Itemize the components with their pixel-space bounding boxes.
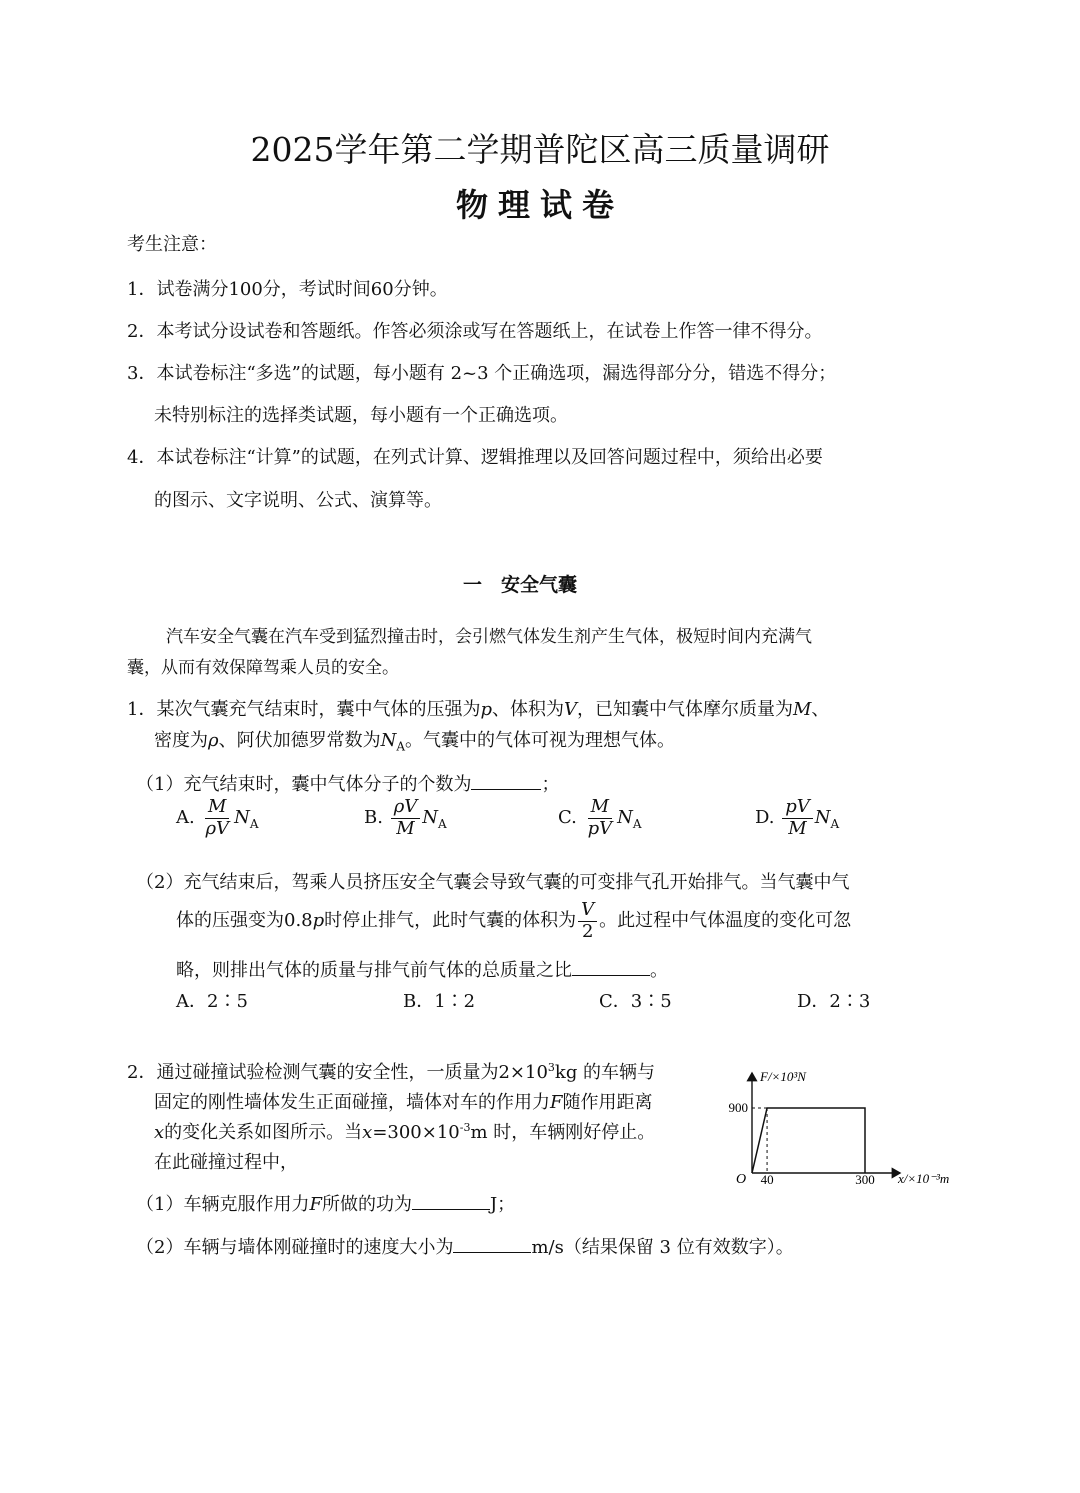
notice-item-3-cont: 未特别标注的选择类试题，每小题有一个正确选项。 [154, 405, 568, 426]
tick-label-x40: 40 [760, 1172, 774, 1187]
fraction: $\frac{M}{pV}$ [587, 796, 613, 839]
answer-blank[interactable] [453, 1234, 531, 1253]
answer-blank[interactable] [572, 957, 650, 976]
q1-part2-line2: 体的压强变为0.8p时停止排气，此时气囊的体积为 $\frac{V}{2}$ 。此过程中气体温度的变化可忽 [176, 899, 852, 942]
option-a[interactable]: A. $\frac{M}{\rho V}$ $N_A$ [176, 796, 259, 839]
x-axis-label: x/×10⁻³m [898, 1171, 950, 1186]
q1-line2: 密度为ρ、阿伏加德罗常数为$N_A$。气囊中的气体可视为理想气体。 [154, 730, 676, 754]
answer-blank[interactable] [471, 771, 541, 790]
q1-line1: 1．某次气囊充气结束时，囊中气体的压强为p、体积为V，已知囊中气体摩尔质量为M、 [127, 699, 830, 720]
q2-number: 2． [127, 1062, 157, 1083]
origin-label: O [736, 1172, 747, 1187]
q2-line4: 在此碰撞过程中， [154, 1152, 298, 1173]
force-series-line [752, 1108, 865, 1173]
option-c[interactable]: C. $\frac{M}{pV}$ $N_A$ [558, 796, 642, 839]
option-b[interactable]: B. $\frac{\rho V}{M}$ $N_A$ [364, 796, 447, 839]
answer-blank[interactable] [412, 1191, 490, 1210]
fraction: $\frac{\rho V}{M}$ [391, 797, 421, 839]
notice-item-4: 4．本试卷标注“计算”的试题，在列式计算、逻辑推理以及回答问题过程中，须给出必要 [127, 447, 823, 468]
page-title: 2025学年第二学期普陀区高三质量调研 [250, 130, 830, 169]
fraction: $\frac{pV}{M}$ [782, 797, 813, 839]
y-axis-label: F/×10³N [760, 1069, 806, 1084]
q1-number: 1． [127, 699, 157, 720]
q1-part2-line3: 略，则排出气体的质量与排气前气体的总质量之比 。 [176, 956, 668, 982]
q2-line3: x的变化关系如图所示。当$x=300\times 10^{-3}m$ 时，车辆刚好停止。 [154, 1121, 656, 1143]
page-subtitle: 物理试卷 [455, 186, 624, 224]
section-title: 一 安全气囊 [462, 574, 577, 596]
q1-part2-option-c[interactable]: C．3∶5 [599, 991, 672, 1012]
q2-line2: 固定的刚性墙体发生正面碰撞，墙体对车的作用力F随作用距离 [154, 1092, 653, 1113]
q1-part2-option-a[interactable]: A．2∶5 [176, 991, 248, 1012]
tick-label-x300: 300 [855, 1172, 875, 1187]
notice-item-1: 1．试卷满分100分，考试时间60分钟。 [127, 279, 448, 300]
notice-item-3: 3．本试卷标注“多选”的试题，每小题有 2~3 个正确选项，漏选得部分分，错选不得分； [127, 363, 837, 384]
q1-part2-option-b[interactable]: B．1∶2 [403, 991, 476, 1012]
q2-part2: （2）车辆与墙体刚碰撞时的速度大小为 m/s（结果保留 3 位有效数字）。 [136, 1233, 794, 1259]
fraction: $\frac{V}{2}$ [578, 900, 597, 942]
notice-item-2: 2．本考试分设试卷和答题纸。作答必须涂或写在答题纸上，在试卷上作答一律不得分。 [127, 321, 823, 342]
q2-part1: （1）车辆克服作用力F所做的功为 J； [136, 1190, 515, 1216]
section-intro-line2: 囊，从而有效保障驾乘人员的安全。 [127, 658, 399, 678]
notice-item-4-cont: 的图示、文字说明、公式、演算等。 [154, 490, 442, 511]
notice-heading: 考生注意： [127, 234, 217, 255]
q1-part2-option-d[interactable]: D．2∶3 [797, 991, 871, 1012]
q2-line1: 2．通过碰撞试验检测气囊的安全性，一质量为$2\times 10^3kg$ 的车辆与 [127, 1061, 656, 1083]
force-distance-chart [710, 1065, 980, 1195]
option-d[interactable]: D. $\frac{pV}{M}$ $N_A$ [755, 796, 840, 839]
tick-label-y900: 900 [728, 1100, 748, 1115]
fraction: $\frac{M}{\rho V}$ [205, 796, 230, 839]
section-intro-line1: 汽车安全气囊在汽车受到猛烈撞击时，会引燃气体发生剂产生气体，极短时间内充满气 [166, 627, 812, 647]
q1-part2-line1: （2）充气结束后，驾乘人员挤压安全气囊会导致气囊的可变排气孔开始排气。当气囊中气 [136, 872, 850, 893]
q1-part1: （1）充气结束时，囊中气体分子的个数为 ； [136, 770, 559, 796]
